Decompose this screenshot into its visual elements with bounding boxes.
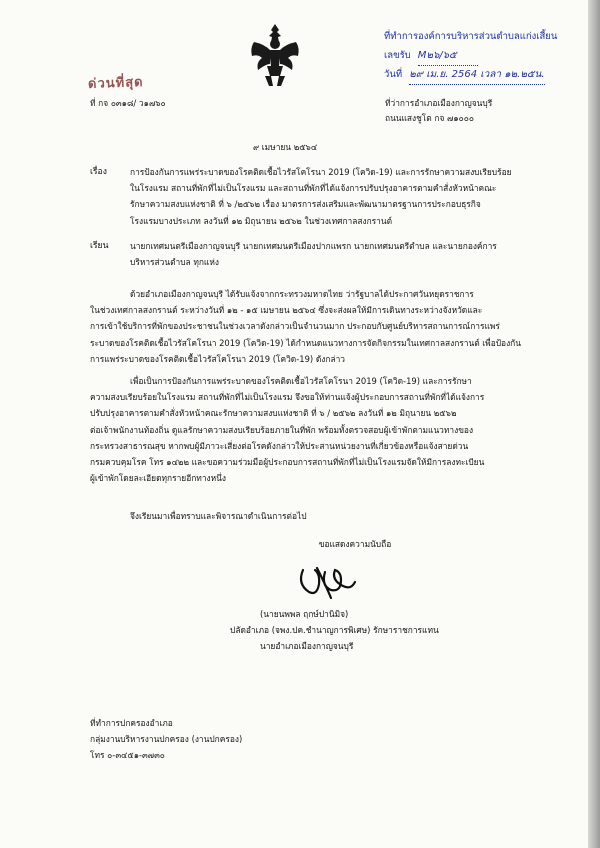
issuing-office <box>90 715 242 764</box>
stamp-receipt-number: M๒๖/๖๕ <box>418 46 478 66</box>
urgent-mark: ด่วนที่สุด <box>87 75 144 92</box>
office-line: กลุ่มงานบริหารงานปกครอง (งานปกครอง) <box>90 734 243 745</box>
agency-address-line1: ที่ว่าการอำเภอเมืองกาญจนบุรี <box>385 98 493 108</box>
body-line: ปรับปรุงอาคารตามคำสั่งหัวหน้าคณะรักษาความสงบแห่งชาติ ที่ ๖ / ๒๕๖๒ ลงวันที่ ๑๒ มิถุนายน ๒๕๖๒ <box>90 408 457 419</box>
stamp-receipt-number-row <box>384 46 580 65</box>
stamp-date-value: ๒๙ เม.ย. 2564 เวลา ๑๒.๒๕น. <box>409 65 544 85</box>
body-line: เพื่อเป็นการป้องกันการแพร่ระบาดของโรคติดเชื้อไวรัสโคโรนา 2019 (โควิด-19) และการรักษา <box>130 376 472 386</box>
recipient-line: บริหารส่วนตำบล ทุกแห่ง <box>130 257 219 268</box>
stamp-date-label: วันที่ <box>384 69 403 80</box>
body-line: ด้วยอำเภอเมืองกาญจนบุรี ได้รับแจ้งจากกระทรวงมหาดไทย ว่ารัฐบาลได้ประกาศวันหยุดราชการ <box>130 289 474 299</box>
body-line: ความสงบเรียบร้อยในโรงแรม สถานที่พักที่ไม่เป็นโรงแรม จึงขอให้ท่านแจ้งผู้ประกอบการสถานที่พักที่ได้แจ้งการ <box>90 392 485 403</box>
page-edge-shadow <box>588 0 600 848</box>
body-line: กรมควบคุมโรค โทร ๑๔๒๒ และขอความร่วมมือผู้ประกอบการสถานที่พักที่ไม่เป็นโรงแรมจัดให้มีการลงทะเบียน <box>90 457 485 468</box>
letter-date: ๙ เมษายน ๒๕๖๔ <box>253 142 318 152</box>
stamp-office: ที่ทำการองค์การบริหารส่วนตำบลแก่งเสี้ยน <box>384 31 558 42</box>
stamp-date-row <box>384 65 580 84</box>
receiving-stamp <box>384 27 580 83</box>
recipient-label: เรียน <box>90 241 109 251</box>
body-paragraph-2 <box>90 373 484 486</box>
garuda-emblem-icon <box>245 20 305 90</box>
body-line: การแพร่ระบาดของโรคติดเชื้อไวรัสโคโรนา 2019 (โควิด-19) ดังกล่าว <box>90 353 345 364</box>
signer-name: (นายนพพล ฤกษ์ปานิมิจ) <box>260 609 349 619</box>
closing-line: จึงเรียนมาเพื่อทราบและพิจารณาดำเนินการต่อไป <box>130 511 307 521</box>
subject-line: โรงแรมบางประเภท ลงวันที่ ๑๒ มิถุนายน ๒๕๖๒ ในช่วงเทศกาลสงกรานต์ <box>130 215 393 226</box>
signer-position-2: นายอำเภอเมืองกาญจนบุรี <box>260 641 354 651</box>
subject-line: ในโรงแรม สถานที่พักที่ไม่เป็นโรงแรม และสถานที่พักที่ได้แจ้งการปรับปรุงอาคารตามคำสั่งหัวหน้าคณะ <box>130 183 497 194</box>
office-line: ที่ทำการปกครองอำเภอ <box>90 718 173 728</box>
signer-position-1: ปลัดอำเภอ (จพง.ปค.ชำนาญการพิเศษ) รักษาราชการแทน <box>230 625 439 635</box>
recipient-text <box>130 238 497 270</box>
subject-text <box>130 164 512 229</box>
stamp-receipt-label: เลขรับ <box>384 50 411 61</box>
subject-label: เรื่อง <box>90 167 107 177</box>
body-line: ต่อเจ้าพนักงานท้องถิ่น ดูแลรักษาความสงบเรียบร้อยภายในที่พัก พร้อมทั้งตรวจสอบผู้เข้าพักตามแนวทางของ <box>90 424 474 435</box>
signer-block <box>230 606 439 654</box>
document-number: ที่ กจ ๐๓๑๘/ ว๑๗๖๐ <box>90 98 166 108</box>
subject-line: รักษาความสงบแห่งชาติ ที่ ๖ /๒๕๖๒ เรื่อง มาตรการส่งเสริมและพัฒนามาตรฐานการประกอบธุรกิจ <box>130 199 481 210</box>
body-line: การเข้าใช้บริการที่พักของประชาชนในช่วงเวลาดังกล่าวเป็นจำนวนมาก ประกอบกับศูนย์บริหารสถานการณ์การแพร่ <box>90 321 500 332</box>
body-paragraph-1 <box>90 286 521 367</box>
body-line: ผู้เข้าพักโดยละเอียดทุกรายอีกทางหนึ่ง <box>90 473 226 484</box>
agency-address-line2: ถนนแสงชูโต กจ ๗๑๐๐๐ <box>385 113 474 123</box>
handwritten-signature <box>295 560 365 605</box>
body-line: ระบาดของโรคติดเชื้อไวรัสโคโรนา 2019 (โควิด-19) ได้กำหนดแนวทางการจัดกิจกรรมในเทศกาลสงกรานต์ เพื่อป้องกัน <box>90 337 521 348</box>
respect-line: ขอแสดงความนับถือ <box>318 539 392 549</box>
subject-line: การป้องกันการแพร่ระบาดของโรคติดเชื้อไวรัสโคโรนา 2019 (โควิด-19) และการรักษาความสงบเรียบร้อย <box>130 167 512 177</box>
recipient-line: นายกเทศมนตรีเมืองกาญจนบุรี นายกเทศมนตรีเมืองปากแพรก นายกเทศมนตรีตำบล และนายกองค์การ <box>130 241 497 251</box>
body-line: กระทรวงสาธารณสุข หากพบผู้มีภาวะเสี่ยงต่อโรคดังกล่าวให้ประสานหน่วยงานที่เกี่ยวข้องหรือแจ้งสายด่วน <box>90 440 469 451</box>
respect-line-wrap <box>240 536 500 552</box>
body-line: ในช่วงเทศกาลสงกรานต์ ระหว่างวันที่ ๑๒ - ๑๕ เมษายน ๒๕๖๔ ซึ่งจะส่งผลให้มีการเดินทางระหว่างจังหวัดและ <box>90 305 483 316</box>
office-phone: โทร ๐-๓๔๕๑-๓๗๓๐ <box>90 750 165 761</box>
